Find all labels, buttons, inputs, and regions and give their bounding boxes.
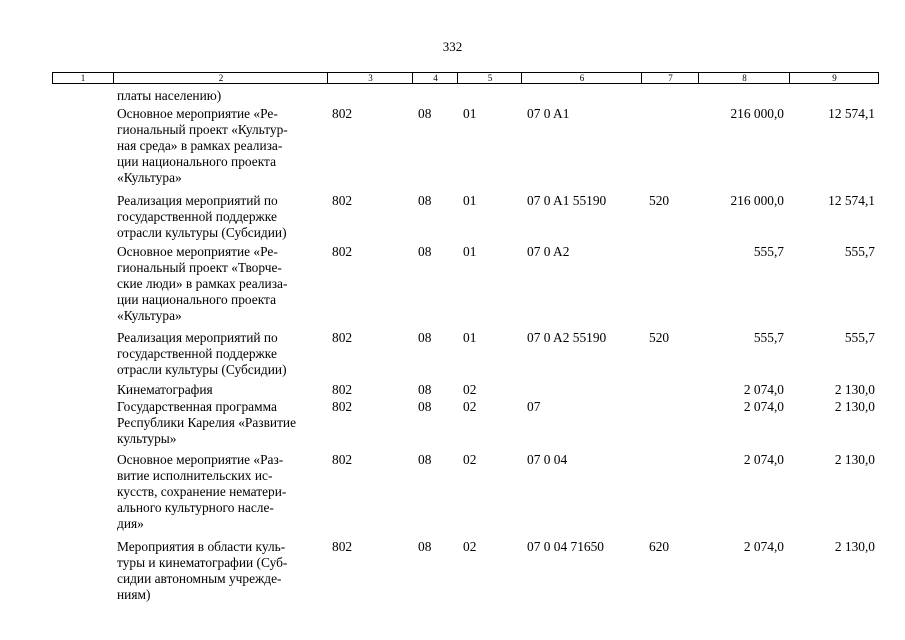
row-c7: 520 <box>649 330 670 345</box>
header-col-9: 9 <box>789 73 879 83</box>
row-c3: 802 <box>332 452 353 467</box>
row-c4: 08 <box>418 244 432 259</box>
row-c3: 802 <box>332 244 353 259</box>
row-c4: 08 <box>418 106 432 121</box>
header-col-5: 5 <box>457 73 522 83</box>
row-c5: 01 <box>463 330 477 345</box>
row-c5: 02 <box>463 539 477 554</box>
row-c5: 02 <box>463 452 477 467</box>
row-name: Государственная программа Республики Карелия «Развитие культуры» <box>117 399 297 446</box>
row-c4: 08 <box>418 193 432 208</box>
row-c3: 802 <box>332 106 353 121</box>
row-c5: 01 <box>463 106 477 121</box>
page-number: 332 <box>442 39 463 54</box>
table-header <box>52 72 879 84</box>
header-col-2: 2 <box>113 73 328 83</box>
row-c3: 802 <box>332 399 353 414</box>
row-c6: 07 <box>527 399 541 414</box>
row-name: Мероприятия в области куль- туры и кинематографии (Суб- сидии автономным учрежде- ниям) <box>117 539 288 602</box>
row-c9: 2 130,0 <box>834 452 875 467</box>
header-col-8: 8 <box>698 73 790 83</box>
row-name: Кинематография <box>117 382 213 397</box>
row-c9: 12 574,1 <box>828 193 875 208</box>
row-c3: 802 <box>332 193 353 208</box>
row-c5: 01 <box>463 193 477 208</box>
header-col-4: 4 <box>412 73 458 83</box>
row-c3: 802 <box>332 539 353 554</box>
row-c4: 08 <box>418 539 432 554</box>
row-c8: 2 074,0 <box>743 452 784 467</box>
row-name: Основное мероприятие «Ре- гиональный проект «Творче- ские люди» в рамках реализа- ции национального проекта «Культура» <box>117 244 288 323</box>
row-c9: 2 130,0 <box>834 539 875 554</box>
row-c8: 2 074,0 <box>743 382 784 397</box>
row-c5: 01 <box>463 244 477 259</box>
row-name: Основное мероприятие «Ре- гиональный проект «Культур- ная среда» в рамках реализа- ции национального проекта «Культура» <box>117 106 288 185</box>
row-c9: 2 130,0 <box>834 399 875 414</box>
row-c9: 12 574,1 <box>828 106 875 121</box>
row-c7: 520 <box>649 193 670 208</box>
row-c8: 2 074,0 <box>743 539 784 554</box>
row-c5: 02 <box>463 382 477 397</box>
header-col-7: 7 <box>641 73 699 83</box>
header-col-1: 1 <box>80 73 86 83</box>
row-c9: 2 130,0 <box>834 382 875 397</box>
row-c4: 08 <box>418 452 432 467</box>
row-c9: 555,7 <box>844 330 875 345</box>
row-c3: 802 <box>332 382 353 397</box>
row-c4: 08 <box>418 382 432 397</box>
row-c6: 07 0 A2 55190 <box>527 330 607 345</box>
row-c6: 07 0 A1 55190 <box>527 193 607 208</box>
row-c8: 555,7 <box>753 330 784 345</box>
row-c8: 216 000,0 <box>730 193 784 208</box>
row-c6: 07 0 04 <box>527 452 568 467</box>
row-c6: 07 0 A2 <box>527 244 570 259</box>
row-c8: 555,7 <box>753 244 784 259</box>
row-c4: 08 <box>418 399 432 414</box>
row-c7: 620 <box>649 539 670 554</box>
row-name: Основное мероприятие «Раз- витие исполнительских ис- кусств, сохранение нематери- ального культурного насле- дия» <box>117 452 287 531</box>
row-c6: 07 0 A1 <box>527 106 570 121</box>
row-c3: 802 <box>332 330 353 345</box>
row-c8: 2 074,0 <box>743 399 784 414</box>
continuation-text: платы населению) <box>117 88 222 103</box>
row-c4: 08 <box>418 330 432 345</box>
row-name: Реализация мероприятий по государственной поддержке отрасли культуры (Субсидии) <box>117 193 287 240</box>
row-c5: 02 <box>463 399 477 414</box>
row-name: Реализация мероприятий по государственной поддержке отрасли культуры (Субсидии) <box>117 330 287 377</box>
header-col-3: 3 <box>327 73 413 83</box>
header-col-6: 6 <box>521 73 642 83</box>
row-c9: 555,7 <box>844 244 875 259</box>
row-c8: 216 000,0 <box>730 106 784 121</box>
row-c6: 07 0 04 71650 <box>527 539 604 554</box>
